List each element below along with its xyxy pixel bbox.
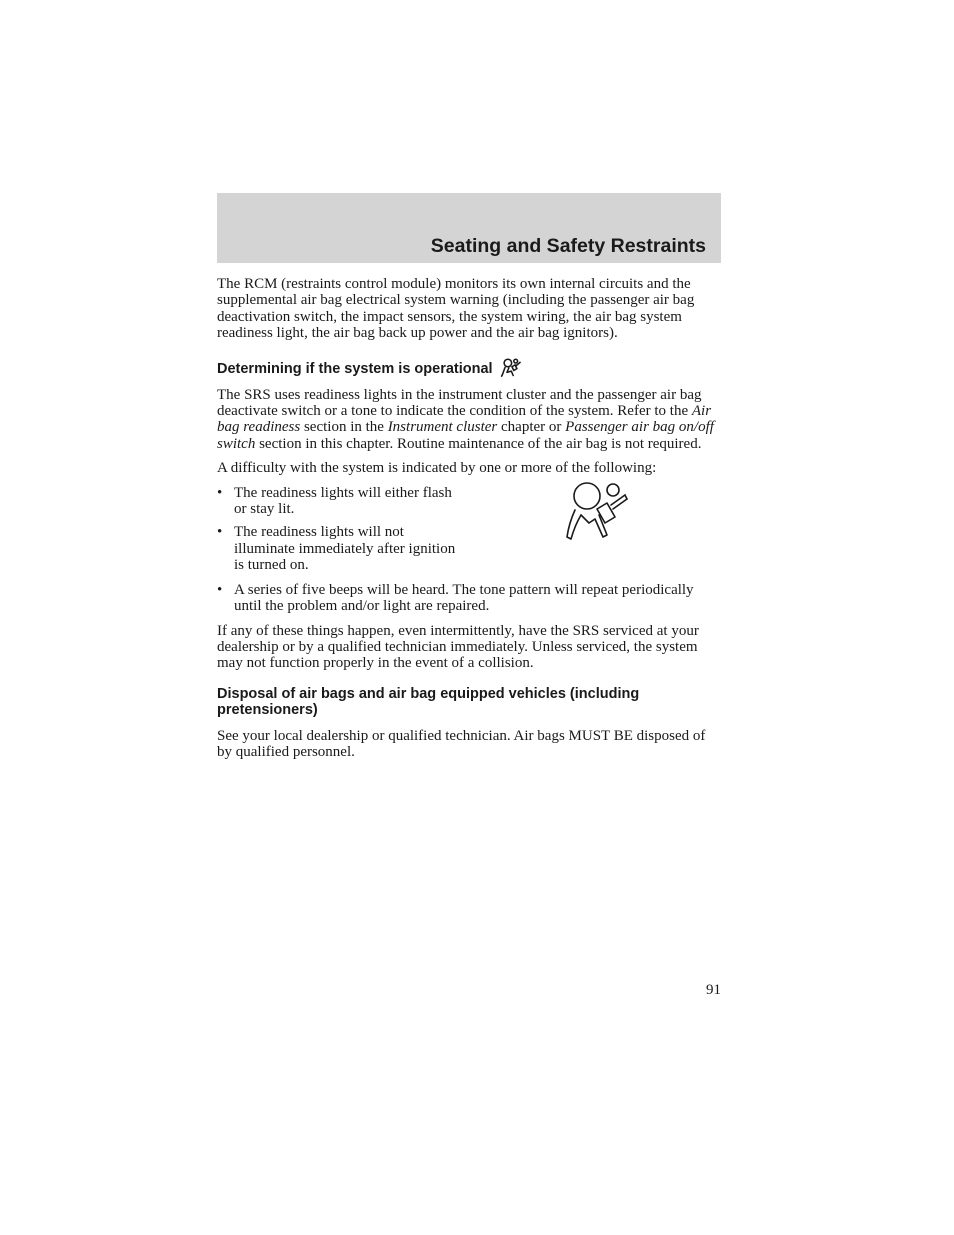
airbag-warning-icon	[563, 479, 629, 543]
srs-paragraph-text-4: section in this chapter. Routine maintenance of the air bag is not required.	[255, 435, 702, 452]
srs-paragraph-text-2: section in the	[300, 419, 388, 436]
section-heading-operational-text: Determining if the system is operational	[217, 361, 493, 378]
bullet-symbol: •	[217, 581, 223, 598]
section-heading-operational	[217, 358, 721, 378]
page-content	[217, 276, 721, 760]
ref-instrument-cluster: Instrument cluster	[387, 419, 498, 436]
disposal-paragraph: See your local dealership or qualified technician. Air bags MUST BE disposed of by qualified personnel.	[217, 727, 706, 760]
bullet-symbol: •	[217, 524, 223, 541]
ref-passenger-airbag-switch: Passenger air bag on/off switch	[217, 419, 714, 452]
ref-air-bag-readiness: Air bag readiness	[217, 403, 712, 436]
srs-paragraph-text-1: The SRS uses readiness lights in the instrument cluster and the passenger air bag deactivate switch or a tone to indicate the condition of the system. Refer to the	[217, 386, 702, 420]
page-number: 91	[706, 982, 721, 998]
list-item	[217, 485, 460, 518]
list-item-text: The readiness lights will either flash or stay lit.	[234, 484, 452, 518]
intro-paragraph: The RCM (restraints control module) monitors its own internal circuits and the supplemental air bag electrical system warning (including the passenger air bag deactivation switch, the impact sensors, the system wiring, the air bag system readiness light, the air bag back up power and the air bag ignitors).	[217, 276, 695, 342]
difficulty-paragraph: A difficulty with the system is indicated by one or more of the following:	[217, 460, 657, 477]
srs-paragraph-text-3: chapter or	[497, 419, 566, 436]
difficulty-list	[217, 485, 721, 615]
service-paragraph: If any of these things happen, even intermittently, have the SRS serviced at your dealership or by a qualified technician immediately. Unless serviced, the system may not function properly in the event of a collision.	[217, 622, 699, 672]
section-heading-disposal: Disposal of air bags and air bag equipped vehicles (including pretensioners)	[217, 685, 640, 719]
chapter-header	[217, 193, 721, 263]
chapter-title: Seating and Safety Restraints	[430, 235, 706, 257]
list-item-text: The readiness lights will not illuminate immediately after ignition is turned on.	[234, 524, 456, 574]
list-item	[217, 524, 460, 573]
list-item	[217, 582, 721, 615]
list-item-text: A series of five beeps will be heard. The tone pattern will repeat periodically until the problem and/or light are repaired.	[234, 581, 694, 615]
srs-readiness-paragraph	[217, 387, 721, 453]
bullet-symbol: •	[217, 484, 223, 501]
airbag-icon	[499, 358, 523, 378]
